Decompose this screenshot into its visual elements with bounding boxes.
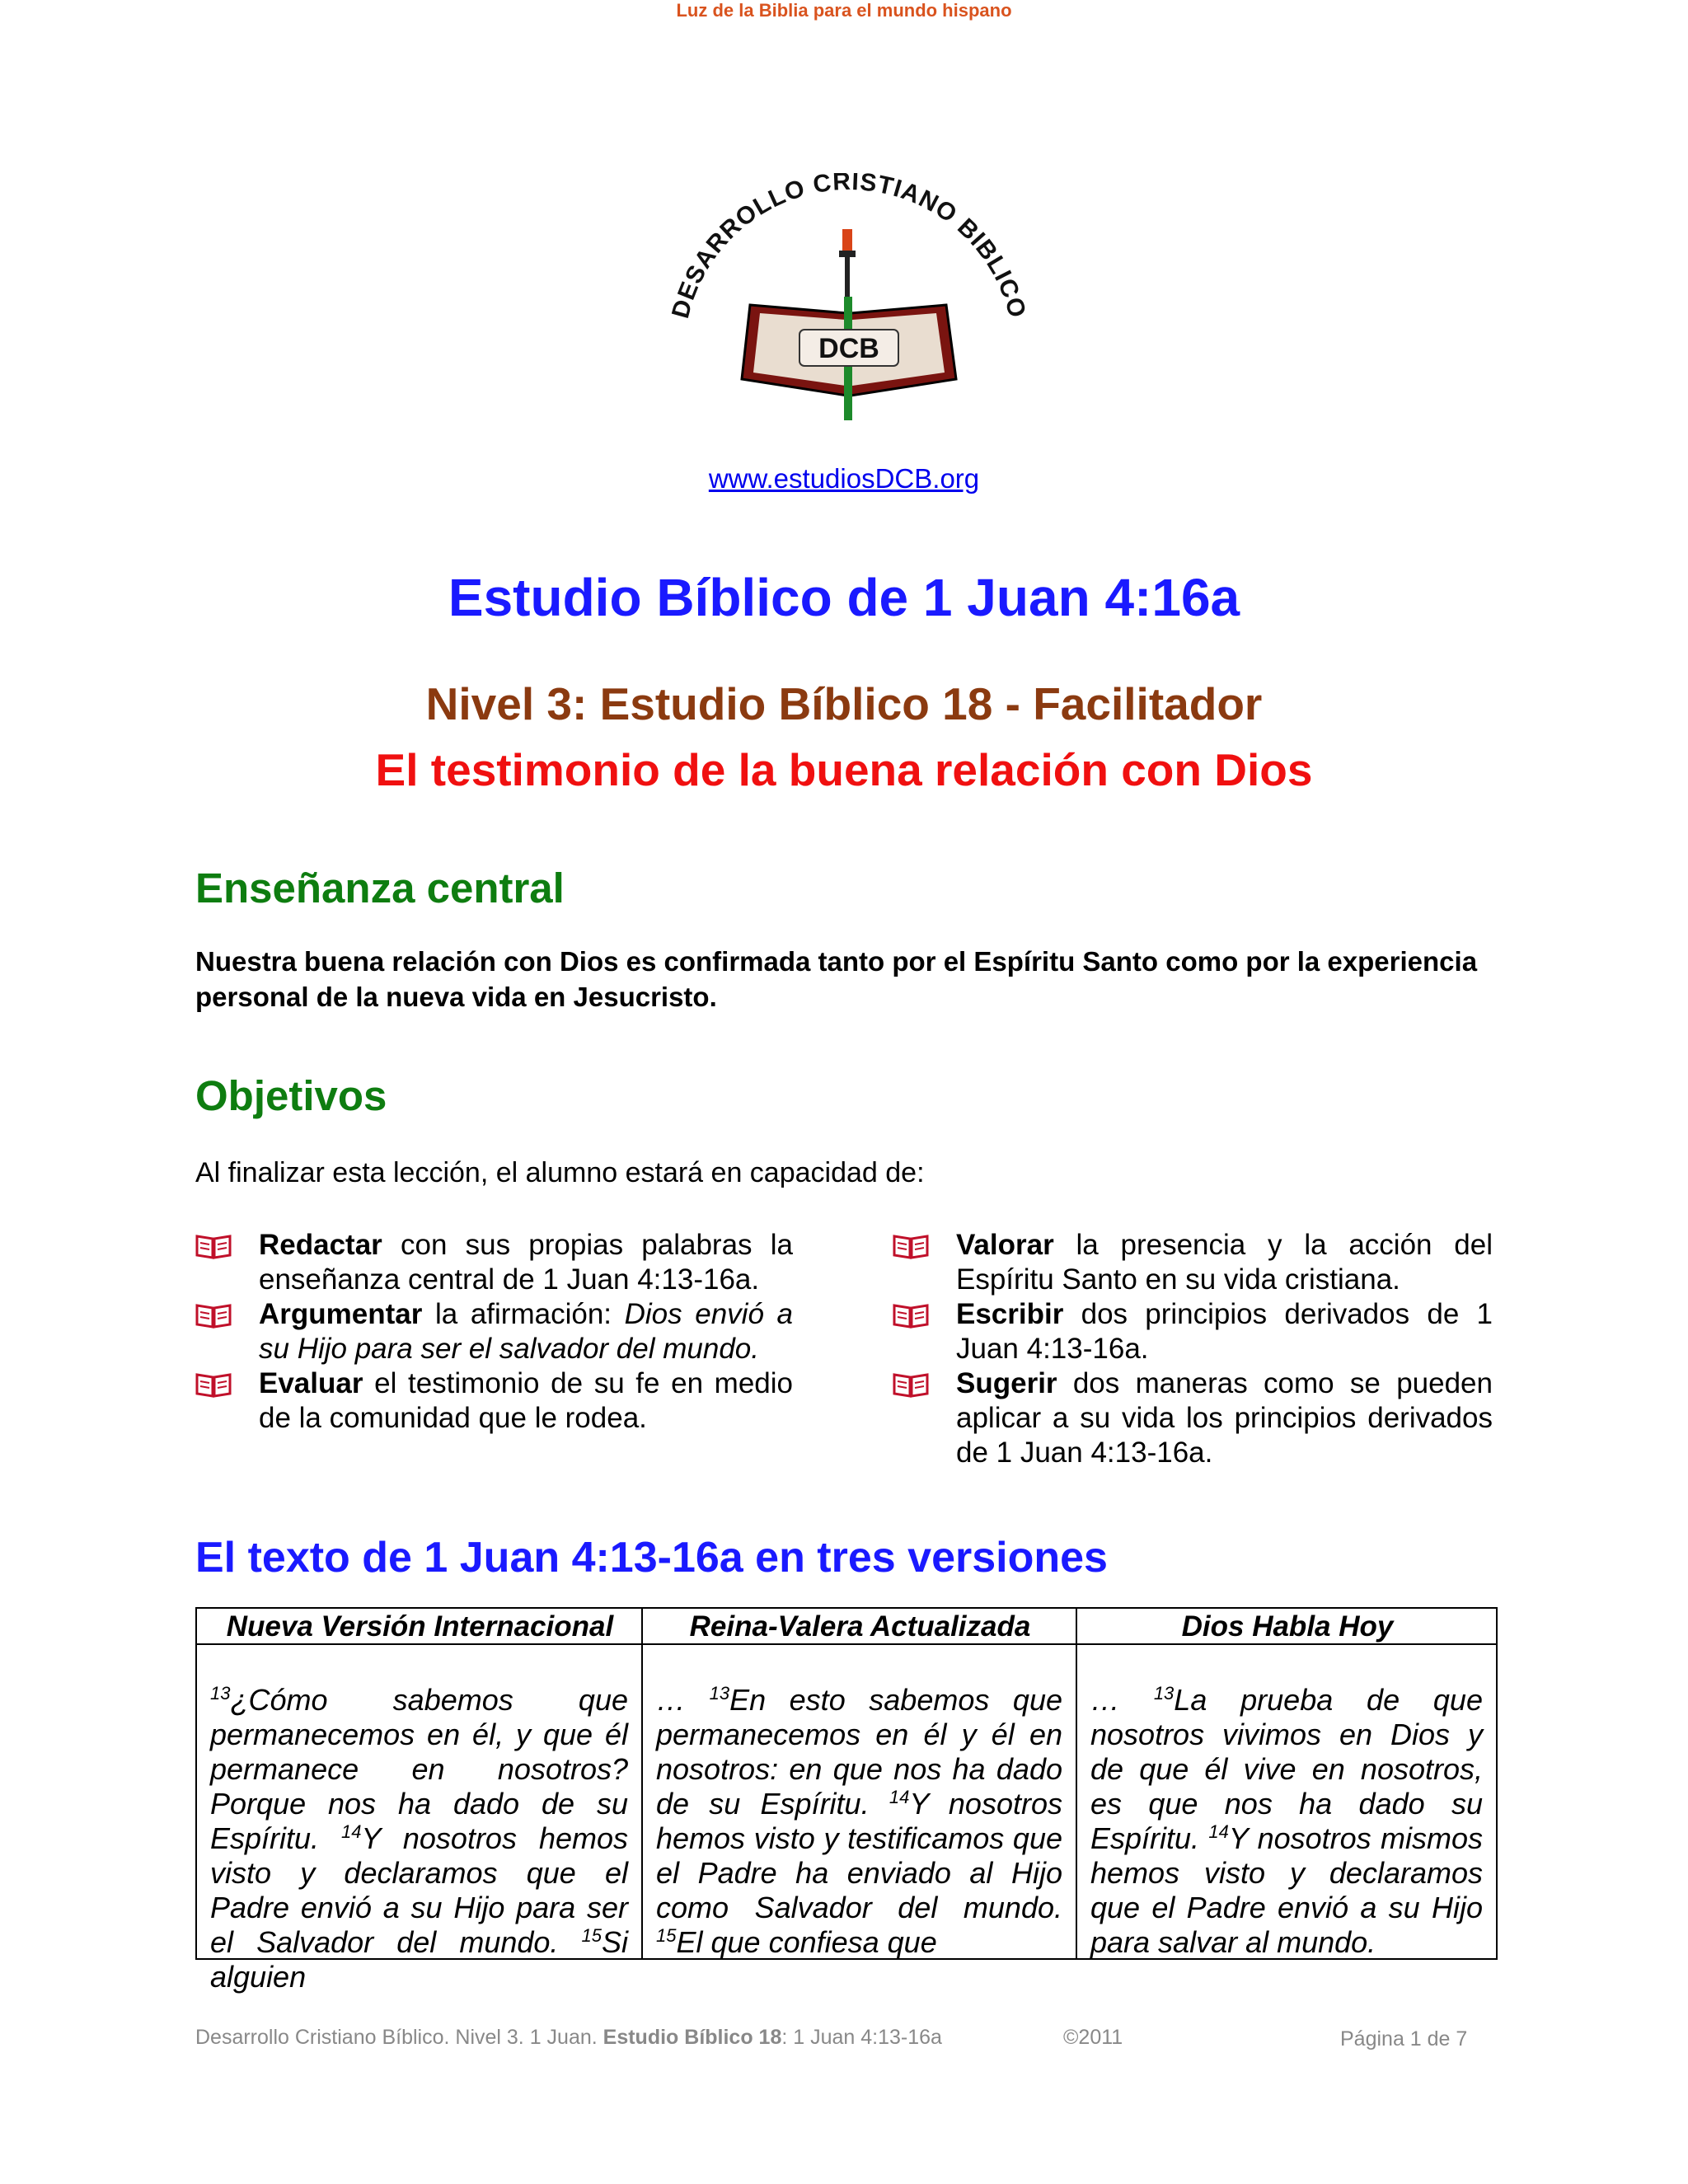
- objetivo-item: [893, 1228, 1493, 1297]
- objetivos-right-list: [893, 1228, 1493, 1470]
- verse-text: …: [1090, 1683, 1154, 1717]
- objetivo-item: [195, 1297, 793, 1366]
- heading-ensenanza: Enseñanza central: [195, 865, 565, 912]
- verse-text: Si alguien: [210, 1925, 628, 1994]
- objetivo-text: dos maneras como se pueden aplicar a su vida los principios derivados de 1 Juan 4:13-16a.: [956, 1367, 1493, 1469]
- verse-text: La prueba de que nosotros vivimos en Dios y de que él vive en nosotros, es que nos ha dado su Espíritu.: [1090, 1683, 1483, 1855]
- dcb-logo: [651, 173, 1047, 445]
- verse-number: 14: [341, 1821, 362, 1842]
- verse-number: 15: [581, 1925, 602, 1946]
- objetivos-left-list: [195, 1228, 793, 1436]
- objetivo-verb: Redactar: [259, 1229, 382, 1261]
- objetivo-verb: Valorar: [956, 1229, 1054, 1261]
- objetivo-item: [893, 1366, 1493, 1470]
- subtitle-level: Nivel 3: Estudio Bíblico 18 - Facilitador: [425, 678, 1263, 729]
- objetivos-intro: Al finalizar esta lección, el alumno estará en capacidad de:: [195, 1157, 925, 1188]
- verse-text: ¿Cómo sabemos que permanecemos en él, y que él permanece en nosotros? Porque nos ha dado de su Espíritu.: [210, 1683, 628, 1855]
- objetivo-verb: Escribir: [956, 1298, 1064, 1330]
- version-header-rva: Reina-Valera Actualizada: [643, 1609, 1077, 1645]
- version-text-nvi: [210, 1683, 628, 1994]
- page-title: Estudio Bíblico de 1 Juan 4:16a: [448, 568, 1240, 627]
- verse-number: 14: [889, 1787, 910, 1807]
- objetivo-item: [195, 1228, 793, 1297]
- verse-number: 14: [1208, 1821, 1229, 1842]
- objetivo-text: con sus propias palabras la enseñanza central de 1 Juan 4:13-16a.: [259, 1229, 793, 1296]
- column-divider: [641, 1609, 643, 1958]
- objetivo-item: [893, 1297, 1493, 1366]
- footer-citation: [195, 2026, 942, 2050]
- open-book-icon: [893, 1302, 929, 1329]
- verse-number: 13: [709, 1683, 730, 1704]
- objetivo-text: el testimonio de su fe en medio de la comunidad que le rodea.: [259, 1367, 793, 1434]
- verse-text: Y nosotros mismos hemos visto y declaramos que el Padre envió a su Hijo para salvar al mundo.: [1090, 1821, 1483, 1959]
- open-book-icon: [893, 1371, 929, 1398]
- verse-text: El que confiesa que: [676, 1925, 937, 1959]
- open-book-icon: [195, 1371, 232, 1398]
- version-header-nvi: Nueva Versión Internacional: [197, 1609, 643, 1645]
- verse-number: 15: [656, 1925, 677, 1946]
- verse-number: 13: [210, 1683, 231, 1704]
- objetivo-verb: Evaluar: [259, 1367, 363, 1399]
- objetivo-verb: Argumentar: [259, 1298, 423, 1330]
- objetivo-text: la presencia y la acción del Espíritu Santo en su vida cristiana.: [956, 1229, 1493, 1296]
- verse-number: 13: [1153, 1683, 1175, 1704]
- verse-text: Y nosotros hemos visto y testificamos que el Padre ha enviado al Hijo como Salvador del mundo.: [656, 1787, 1062, 1924]
- verse-text: En esto sabemos que permanecemos en él y él en nosotros: en que nos ha dado de su Espíritu.: [656, 1683, 1062, 1821]
- verse-text: Y nosotros hemos visto y declaramos que el Padre envió a su Hijo para ser el Salvador del mundo.: [210, 1821, 628, 1959]
- open-book-icon: [195, 1233, 232, 1259]
- footer-page-number: Página 1 de 7: [1340, 2027, 1468, 2050]
- version-header-dhh: Dios Habla Hoy: [1077, 1609, 1498, 1645]
- version-text-rva: [656, 1683, 1062, 1959]
- logo-arc-text: DESARROLLO CRISTIANO BIBLICO: [667, 173, 1031, 321]
- version-text-dhh: [1090, 1683, 1483, 1959]
- objetivo-text: dos principios derivados de 1 Juan 4:13-16a.: [956, 1298, 1493, 1365]
- website-link[interactable]: www.estudiosDCB.org: [708, 463, 980, 494]
- footer-copyright: ©2011: [1063, 2026, 1123, 2049]
- footer-plain: Desarrollo Cristiano Bíblico. Nivel 3. 1 Juan.: [195, 2026, 603, 2049]
- heading-objetivos: Objetivos: [195, 1072, 387, 1119]
- footer-tail: : 1 Juan 4:13-16a: [781, 2026, 942, 2049]
- column-divider: [1076, 1609, 1077, 1958]
- open-book-icon: [893, 1233, 929, 1259]
- verse-text: …: [656, 1683, 710, 1717]
- footer-bold: Estudio Bíblico 18: [603, 2026, 782, 2049]
- objetivo-item: [195, 1366, 793, 1436]
- heading-texto: El texto de 1 Juan 4:13-16a en tres versiones: [195, 1534, 1108, 1582]
- logo-dcb-text: DCB: [818, 333, 879, 364]
- ensenanza-text: Nuestra buena relación con Dios es confirmada tanto por el Espíritu Santo como por la experiencia personal de la nueva vida en Jesucristo.: [195, 946, 1478, 1012]
- logo-tagline: Luz de la Biblia para el mundo hispano: [676, 0, 1012, 21]
- versions-table: [195, 1607, 1498, 1994]
- objetivo-text: la afirmación:: [422, 1298, 625, 1330]
- objetivo-verb: Sugerir: [956, 1367, 1057, 1399]
- open-book-icon: [195, 1302, 232, 1329]
- objetivo-quote: Dios envió a su Hijo para ser el salvador del mundo.: [259, 1298, 793, 1365]
- subtitle-theme: El testimonio de la buena relación con Dios: [375, 744, 1313, 795]
